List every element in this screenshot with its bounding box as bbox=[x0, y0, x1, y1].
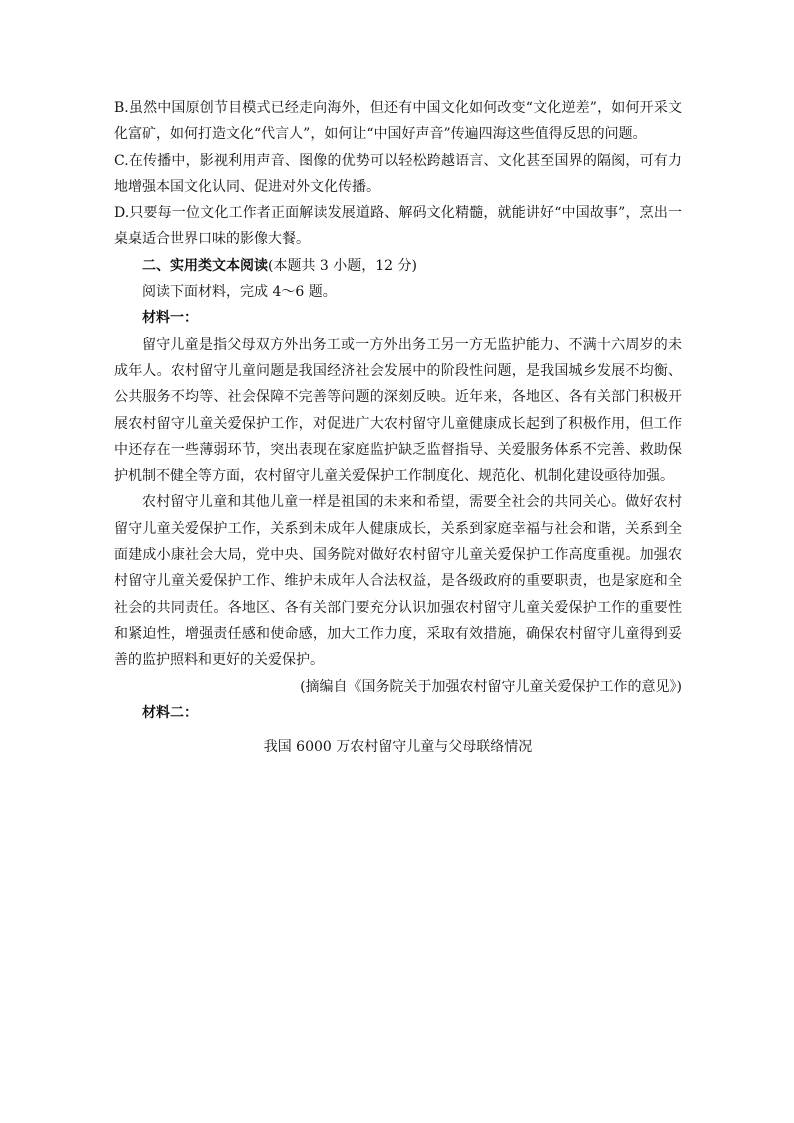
option-b: B.虽然中国原创节目模式已经走向海外，但还有中国文化如何改变“文化逆差”，如何开采文化富矿，如何打造文化“代言人”，如何让“中国好声音”传遍四海这些值得反思的问题。 bbox=[114, 100, 682, 143]
material1-paragraph-2: 农村留守儿童和其他儿童一样是祖国的未来和希望，需要全社会的共同关心。做好农村留守儿童关爱保护工作，关系到未成年人健康成长，关系到家庭幸福与社会和谐，关系到全面建成小康社会大局，党中央、国务院对做好农村留守儿童关爱保护工作高度重视。加强农村留守儿童关爱保护工作、维护未成年人合法权益，是各级政府的重要职责，也是家庭和全社会的共同责任。各地区、各有关部门要充分认识加强农村留守儿童关爱保护工作的重要性和紧迫性，增强责任感和使命感，加大工作力度，采取有效措施，确保农村留守儿童得到妥善的监护照料和更好的关爱保护。 bbox=[114, 494, 682, 669]
material2-label: 材料二： bbox=[142, 704, 198, 721]
section-heading-title: 二、实用类文本阅读 bbox=[142, 257, 268, 274]
material1-paragraph-1: 留守儿童是指父母双方外出务工或一方外出务工另一方无监护能力、不满十六周岁的未成年人。农村留守儿童问题是我国经济社会发展中的阶段性问题，是我国城乡发展不均衡、公共服务不均等、社会保障不完善等问题的深刻反映。近年来，各地区、各有关部门积极开展农村留守儿童关爱保护工作，对促进广大农村留守儿童健康成长起到了积极作用，但工作中还存在一些薄弱环节，突出表现在家庭监护缺乏监督指导、关爱服务体系不完善、救助保护机制不健全等方面，农村留守儿童关爱保护工作制度化、规范化、机制化建设亟待加强。 bbox=[114, 336, 682, 485]
material2-chart-title: 我国 6000 万农村留守儿童与父母联络情况 bbox=[263, 739, 533, 756]
option-d: D.只要每一位文化工作者正面解读发展道路、解码文化精髓，就能讲好“中国故事”，烹出一桌桌适合世界口味的影像大餐。 bbox=[114, 205, 682, 248]
exam-page bbox=[114, 95, 682, 760]
material1-source: (摘编自《国务院关于加强农村留守儿童关爱保护工作的意见》) bbox=[300, 678, 682, 695]
material1-label: 材料一： bbox=[142, 310, 198, 327]
section-instruction: 阅读下面材料，完成 4～6 题。 bbox=[142, 284, 337, 301]
section-heading bbox=[114, 253, 682, 279]
section-heading-note: (本题共 3 小题，12 分) bbox=[268, 257, 417, 274]
option-c: C.在传播中，影视利用声音、图像的优势可以轻松跨越语言、文化甚至国界的隔阂，可有力地增强本国文化认同、促进对外文化传播。 bbox=[114, 152, 682, 195]
